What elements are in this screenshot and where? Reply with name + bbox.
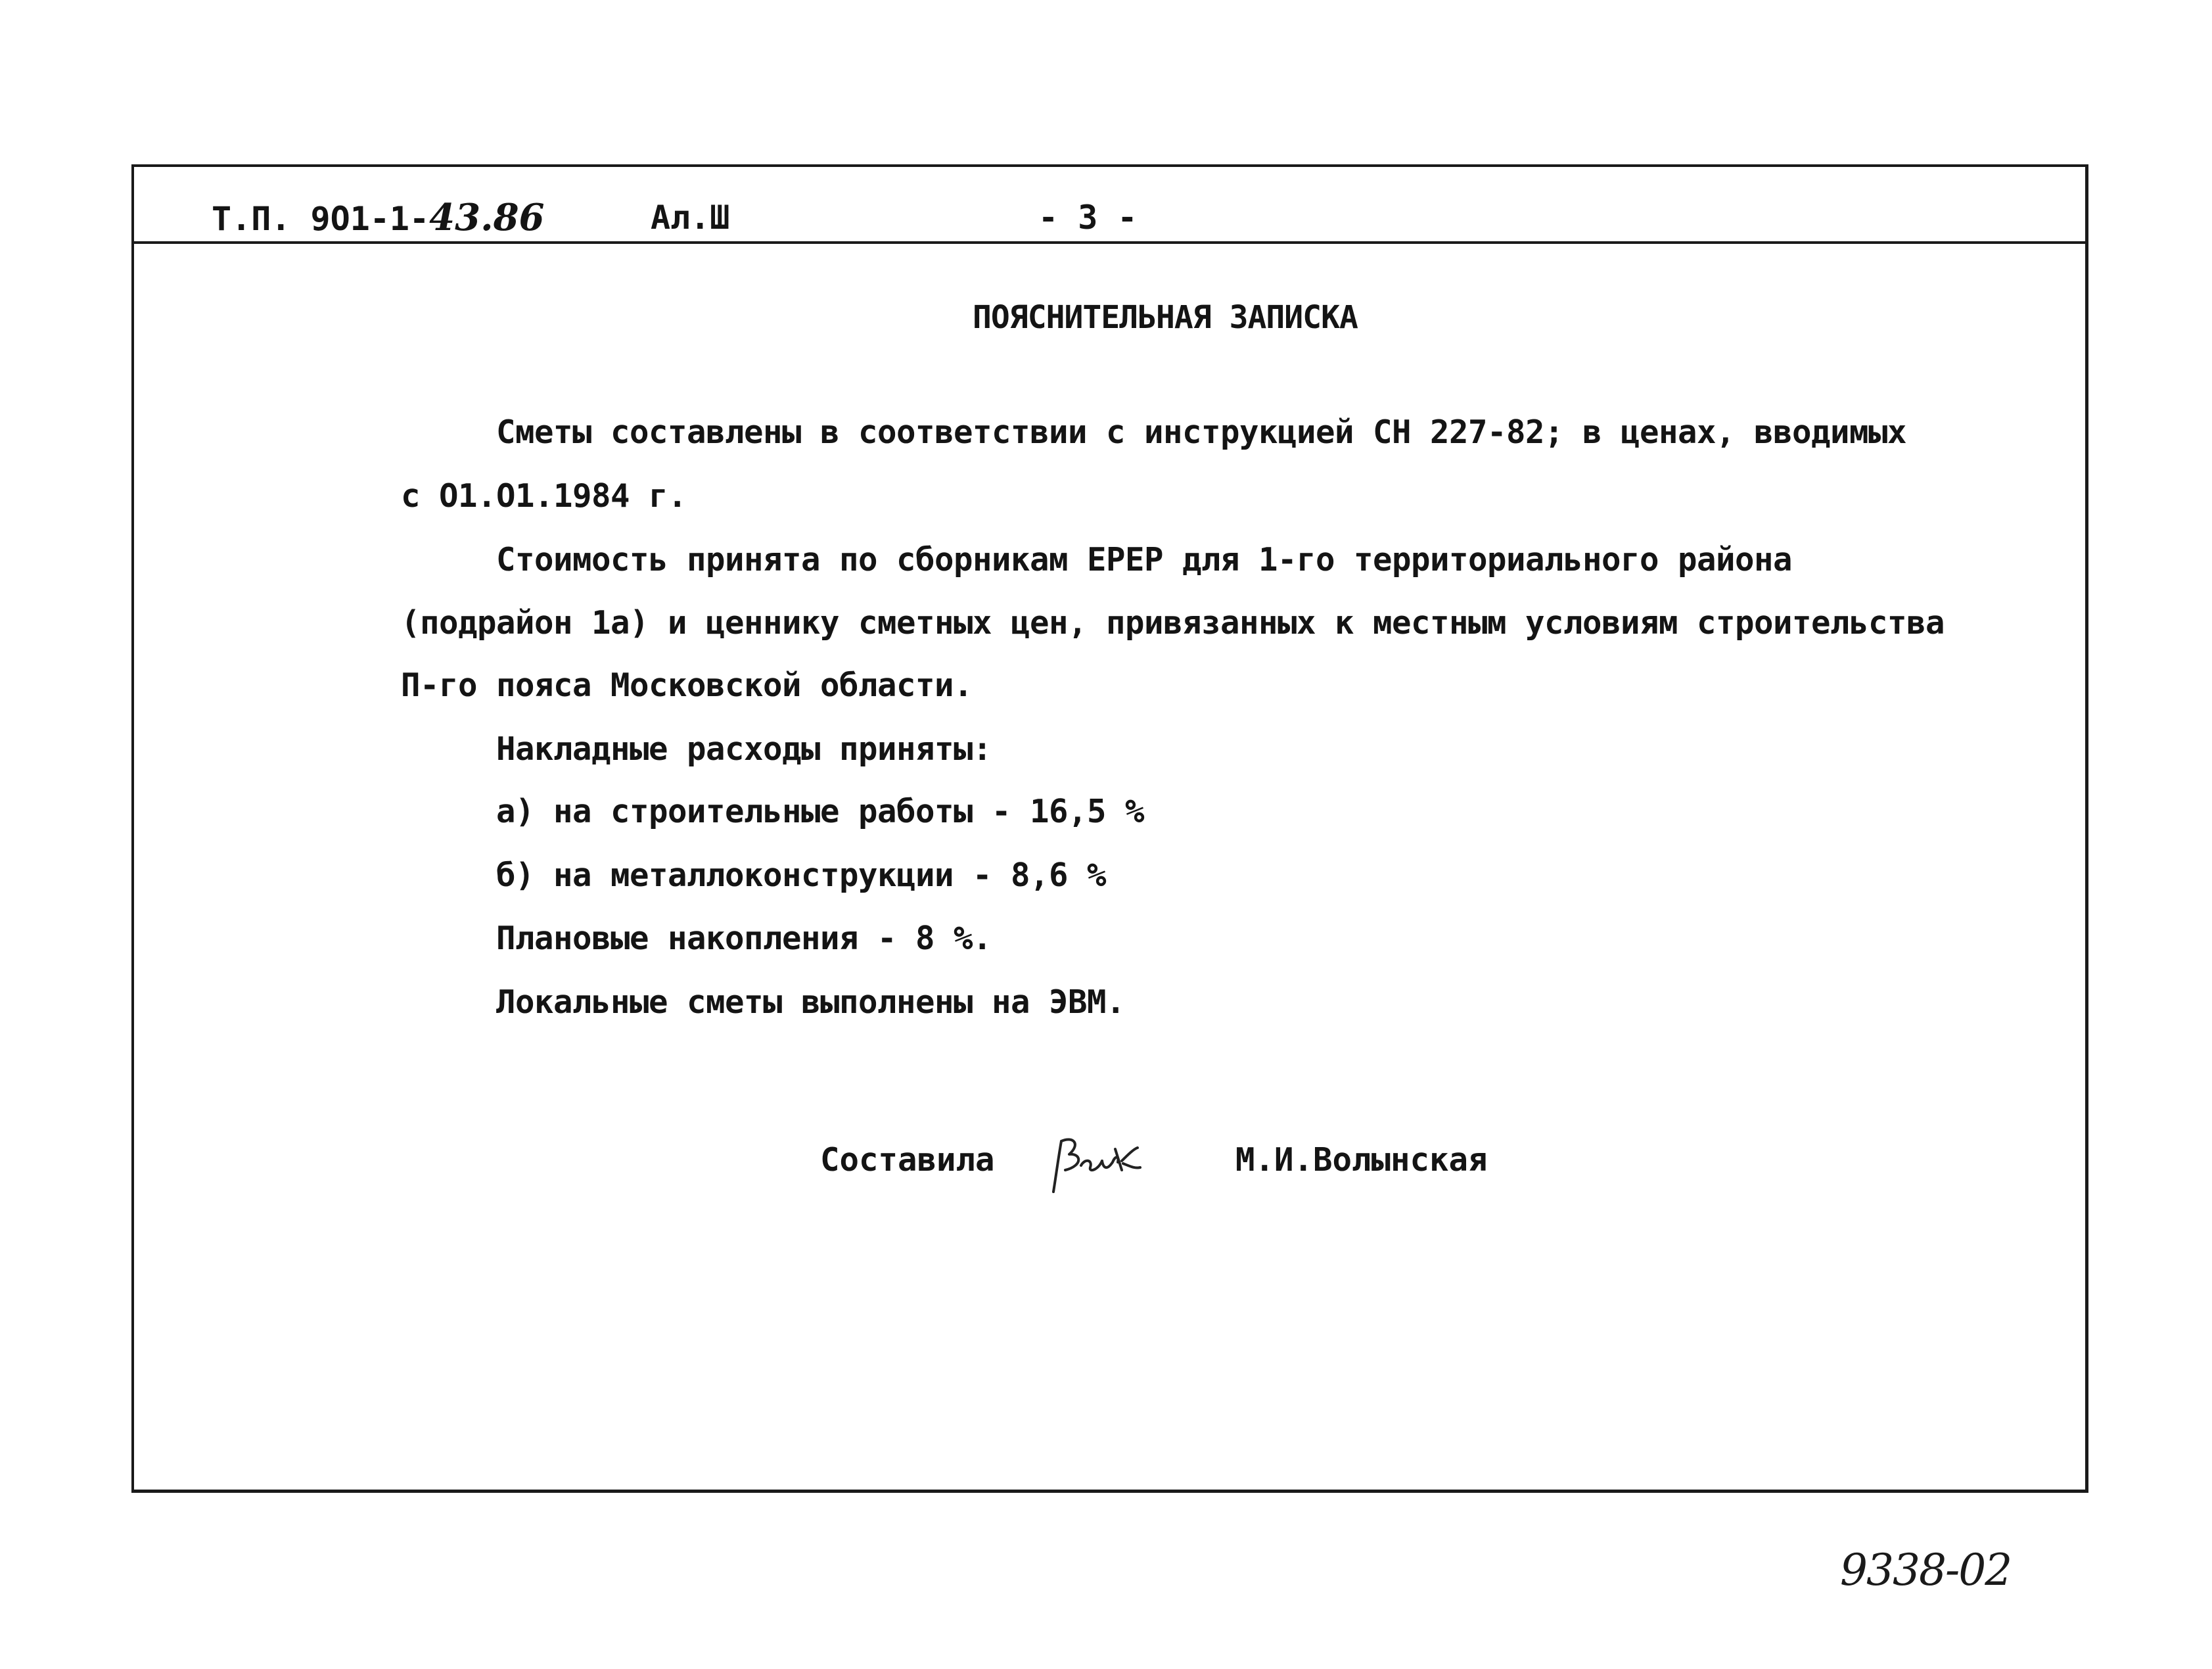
designation-handwritten: 43.86 bbox=[429, 196, 545, 239]
paragraph-line: Локальные сметы выполнены на ЭВМ. bbox=[496, 983, 1126, 1021]
handwritten-signature bbox=[1042, 1129, 1153, 1202]
signature-label: Составила bbox=[820, 1141, 995, 1179]
paragraph-line: Сметы составлены в соответствии с инструкцией СН 227-82; в ценах, вводимых bbox=[496, 413, 1907, 451]
album-label: Ал.Ш bbox=[651, 199, 730, 237]
designation-prefix: Т.П. 9О1-1- bbox=[212, 200, 430, 238]
paragraph-line: Плановые накопления - 8 %. bbox=[496, 920, 992, 957]
paragraph-line: (подрайон 1а) и ценнику сметных цен, привязанных к местным условиям строительства bbox=[401, 604, 1945, 642]
paragraph-line: Накладные расходы приняты: bbox=[496, 730, 992, 768]
signatory-name: М.И.Волынская bbox=[1235, 1141, 1488, 1179]
page-number: - 3 - bbox=[1038, 199, 1138, 237]
header-rule bbox=[131, 241, 2088, 244]
paragraph-line: Стоимость принята по сборникам ЕРЕР для 1-го территориального района bbox=[496, 541, 1793, 578]
page-title: ПОЯСНИТЕЛЬНАЯ ЗАПИСКА bbox=[973, 299, 1358, 336]
list-item: б) на металлоконструкции - 8,6 % bbox=[496, 857, 1107, 894]
paragraph-line: П-го пояса Московской области. bbox=[401, 667, 973, 704]
designation bbox=[212, 197, 545, 239]
archive-number: 9338-02 bbox=[1840, 1545, 2012, 1595]
paragraph-line: с О1.О1.1984 г. bbox=[401, 477, 687, 515]
list-item: а) на строительные работы - 16,5 % bbox=[496, 793, 1145, 830]
